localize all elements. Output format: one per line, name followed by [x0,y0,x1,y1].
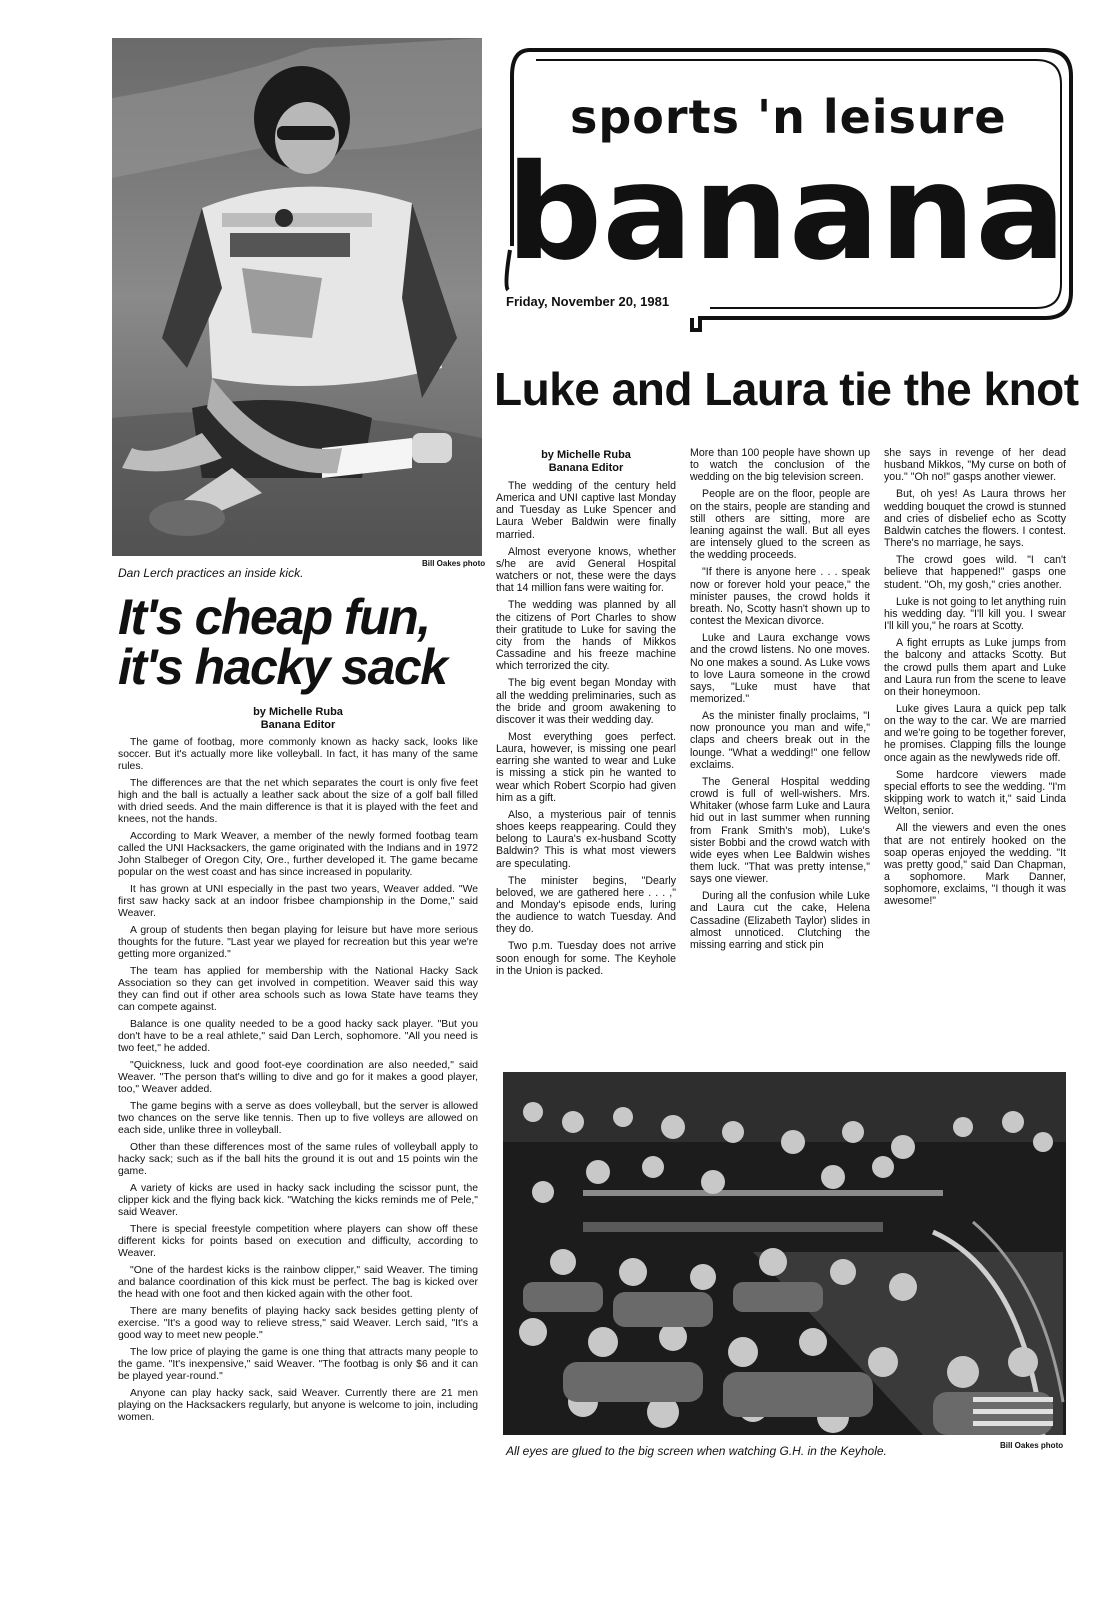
luke-paragraph: But, oh yes! As Laura throws her wedding bouquet the crowd is stunned and cries of disbelief echo as Scotty Baldwin catches the flowers. I contest. There's no marriage, he says. [884,488,1066,550]
luke-paragraph: The General Hospital wedding crowd is full of well-wishers. Mrs. Whitaker (whose farm Luke and Laura hid out in last summer when running from Frank Smith's mob), Luke's sister Bobbi and the crowd watch with wide eyes when Lee Baldwin wishes them luck. "That was pretty intense," says one viewer. [690,775,870,886]
top-photo-credit: Bill Oakes photo [422,559,486,568]
hacky-paragraph: The low price of playing the game is one thing that attracts many people to the game. "It's inexpensive," said Weaver. "The footbag is only $6 and it can be played year-round." [118,1347,478,1382]
luke-byline-role: Banana Editor [548,462,624,474]
hacky-byline [118,706,478,732]
hacky-article-body [118,737,478,1429]
masthead-subtitle: sports 'n leisure [570,90,1007,144]
luke-paragraph: As the minister finally proclaims, "I now pronounce you man and wife," claps and cheers break out in the lounge. "What a wedding!" one fellow exclaims. [690,710,870,771]
hacky-paragraph: The team has applied for membership with the National Hacky Sack Association so they can get involved in competition. Weaver said this way they can find out if other area schools such as Iowa State have teams they can compete against. [118,966,478,1013]
luke-paragraph: The wedding was planned by all the citizens of Port Charles to show their gratitude to Luke for saving the city from the hands of Mikkos Cassadine and his freeze machine which terrorized the city. [496,599,676,673]
luke-paragraph: The wedding of the century held America and UNI captive last Monday and Tuesday as Luke Spencer and Laura Weber Baldwin were finally married. [496,480,676,541]
luke-paragraph: Luke is not going to let anything ruin his wedding day. "I'll kill you. I swear I'll kill you," he roars at Scotty. [884,595,1066,633]
hacky-paragraph: Balance is one quality needed to be a good hacky sack player. "But you don't have to be a real athlete," said Dan Lerch, sophomore. "All you need is two feet," he added. [118,1019,478,1054]
luke-column-1 [496,480,676,982]
hacky-byline-author: by Michelle Ruba [253,706,343,718]
luke-paragraph: Some hardcore viewers made special efforts to see the wedding. "I'm skipping work to watch it," said Linda Welton, senior. [884,768,1066,818]
hacky-paragraph: There is special freestyle competition where players can show off these different kicks for points based on execution and difficulty, according to Weaver. [118,1224,478,1259]
hacky-paragraph: The differences are that the net which separates the court is only five feet high and the ball is actually a leather sack about the size of a golf ball filled with dried seeds. And the main difference is that it is played with the feet and knees, not the hands. [118,778,478,825]
masthead [500,46,1075,334]
hacky-byline-role: Banana Editor [260,719,336,731]
hacky-paragraph: A variety of kicks are used in hacky sack including the scissor punt, the clipper kick and the flying back kick. "Watching the kicks reminds me of Pele," said Weaver. [118,1183,478,1218]
luke-paragraph: "If there is anyone here . . . speak now or forever hold your peace," the minister pauses, the crowd holds it breath. No, Scotty hasn't shown up to contest the Mexican divorce. [690,566,870,628]
hacky-paragraph: It has grown at UNI especially in the past two years, Weaver added. "We first saw hacky sack at an indoor frisbee championship in the Dome," said Weaver. [118,884,478,919]
luke-paragraph: More than 100 people have shown up to watch the conclusion of the wedding on the big television screen. [690,447,870,484]
hacky-paragraph: According to Mark Weaver, a member of the newly formed footbag team called the UNI Hacksackers, the game originated with the Indians and in 1972 John Stalbeger of Oregon City, Ore., further developed it. The game became popular on the west coast and has since increased in popularity. [118,831,478,878]
luke-paragraph: Almost everyone knows, whether s/he are avid General Hospital watchers or not, these were the days that 14 million fans were waiting for. [496,545,676,595]
hacky-paragraph: The game of footbag, more commonly known as hacky sack, looks like soccer. But it's actually more like volleyball. In fact, it has many of the same rules. [118,737,478,772]
masthead-title: banana [506,136,1066,290]
hacky-headline-line1: It's cheap fun, [118,589,430,645]
hacky-paragraph: There are many benefits of playing hacky sack besides getting plenty of exercise. "It's a good way to relieve stress," said Weaver. Lerch said, "It's a good way to meet new people." [118,1306,478,1341]
top-photo-caption: Dan Lerch practices an inside kick. [118,566,304,580]
hacky-paragraph: Anyone can play hacky sack, said Weaver. Currently there are 21 men playing on the Hacksackers regularly, but anyone is welcome to join, including women. [118,1388,478,1423]
luke-laura-headline: Luke and Laura tie the knot [494,363,1079,415]
luke-paragraph: Most everything goes perfect. Laura, however, is missing one pearl earring she wanted to wear and Luke is missing a stick pin he wanted to wear which Robert Scorpio had given him as a gift. [496,730,676,804]
bottom-photo-credit: Bill Oakes photo [1000,1441,1064,1450]
hacky-paragraph: A group of students then began playing for leisure but have more serious thoughts for the future. "Last year we played for recreation but this year we're getting more organized." [118,925,478,960]
hacky-paragraph: The game begins with a serve as does volleyball, but the server is allowed two chances on the serve like tennis. Then up to five volleys are allowed on each side, unlike three in volleyball. [118,1101,478,1136]
luke-paragraph: The crowd goes wild. "I can't believe that happened!" gasps one student. "Oh, my gosh," cries another. [884,554,1066,591]
hacky-paragraph: "One of the hardest kicks is the rainbow clipper," said Weaver. The timing and balance coordination of this kick must be perfect. The bag is kicked over the head with one foot and then kicked again with the other foot. [118,1265,478,1300]
luke-paragraph: People are on the floor, people are on the stairs, people are standing and still others are sitting, more are leaning against the wall. But all eyes are intensely glued to the screen as the wedding proceeds. [690,488,870,562]
luke-paragraph: A fight errupts as Luke jumps from the balcony and attacks Scotty. But the crowd pulls them apart and Luke and Laura run from the scene to leave on their honeymoon. [884,637,1066,698]
luke-paragraph: Also, a mysterious pair of tennis shoes keeps reappearing. Could they belong to Laura's ex-husband Scotty Baldwin? This is what most viewers are speculating. [496,808,676,870]
luke-paragraph: All the viewers and even the ones that are not entirely hooked on the soap operas enjoyed the wedding. "It was pretty good," said Dan Chapman, a sophomore. Mark Danner, sophomore, exclaims, "I though it was awesome!" [884,822,1066,908]
luke-column-2 [690,447,870,956]
hacky-paragraph: Other than these differences most of the same rules of volleyball apply to hacky sack; such as if the ball hits the ground it is out and 15 points win the game. [118,1142,478,1177]
luke-byline-author: by Michelle Ruba [541,449,631,461]
luke-paragraph: The big event began Monday with all the wedding preliminaries, such as the bride and groom awakening to discover it was their wedding day. [496,677,676,726]
luke-paragraph: During all the confusion while Luke and Laura cut the cake, Helena Cassadine (Elizabeth Taylor) slides in almost unnoticed. Clutching the missing earring and stick pin [690,890,870,951]
luke-column-3 [884,447,1066,912]
issue-date: Friday, November 20, 1981 [506,294,670,309]
luke-paragraph: Two p.m. Tuesday does not arrive soon enough for some. The Keyhole in the Union is packed. [496,940,676,977]
luke-paragraph: she says in revenge of her dead husband Mikkos, "My curse on both of you." "Oh no!" gasps another viewer. [884,447,1066,484]
hacky-sack-headline [118,589,478,695]
luke-byline [496,449,676,475]
hacky-paragraph: "Quickness, luck and good foot-eye coordination are also needed," said Weaver. "The person that's willing to dive and go for it makes a good player, too," Weaver added. [118,1060,478,1095]
luke-paragraph: Luke and Laura exchange vows and the crowd listens. No one moves. No one makes a sound. As Luke vows to love Laura someone in the crowd says, "Luke must have that memorized." [690,632,870,705]
hacky-sack-photo-art [112,38,482,556]
keyhole-crowd-photo [503,1072,1066,1435]
luke-paragraph: Luke gives Laura a quick pep talk on the way to the car. We are married and we're going to be together forever, he promises. Clapping fills the lounge once again as the newlyweds ride off. [884,702,1066,764]
luke-paragraph: The minister begins, "Dearly beloved, we are gathered here . . . ," and Monday's episode ends, luring the audience to watch Tuesday. And they do. [496,874,676,936]
bottom-photo-caption: All eyes are glued to the big screen when watching G.H. in the Keyhole. [506,1444,887,1458]
crowd-photo-art [503,1072,1066,1435]
hacky-sack-photo [112,38,482,556]
hacky-headline-line2: it's hacky sack [118,639,447,695]
